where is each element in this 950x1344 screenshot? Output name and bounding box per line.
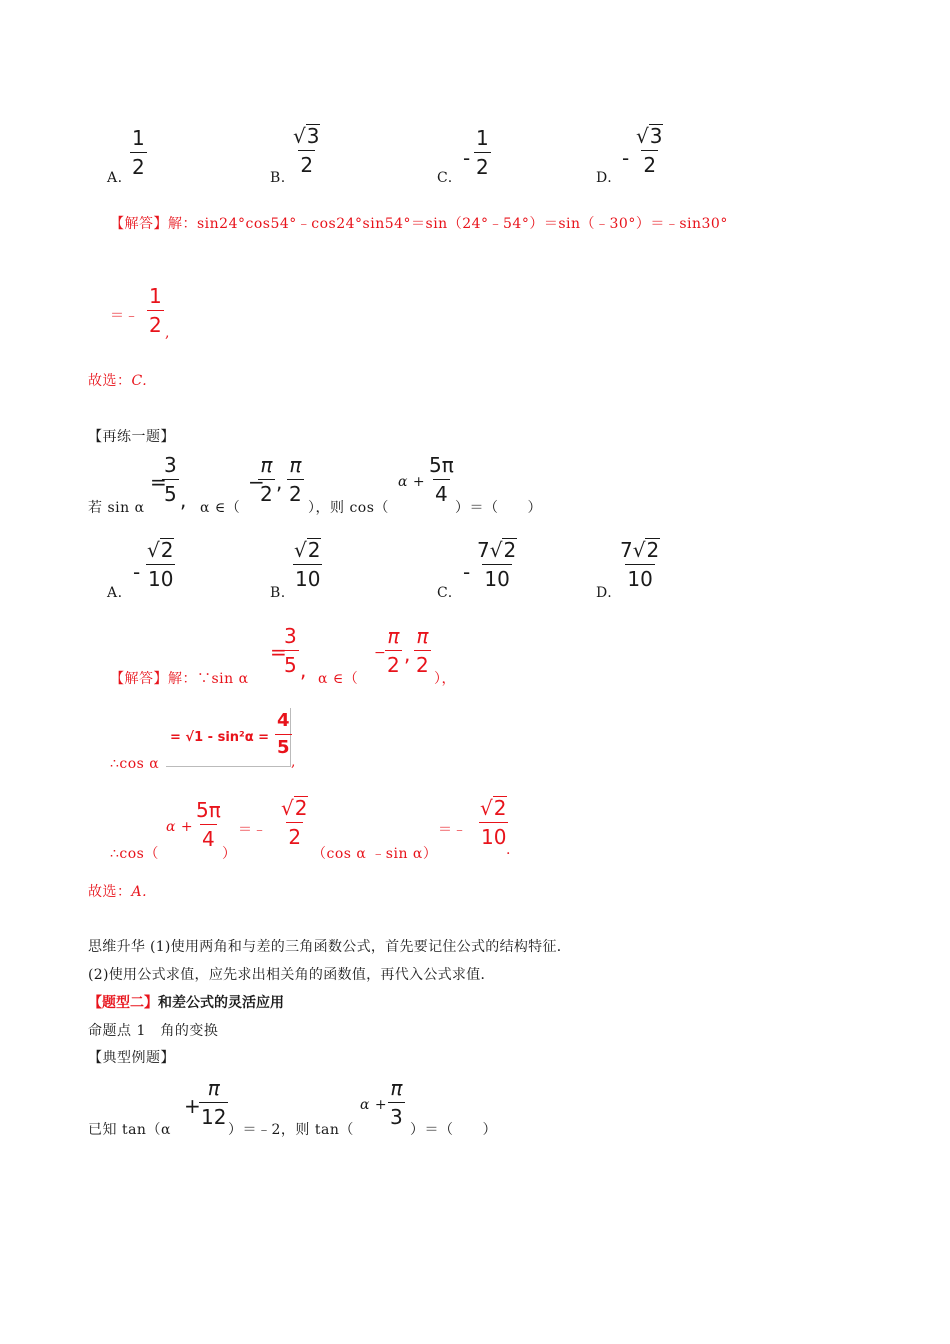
q2-answer-eq: = xyxy=(270,640,287,664)
q2-answer-alpha-in: α ∈（ xyxy=(318,671,359,687)
q1-option-d-fraction: √ 3 2 xyxy=(636,124,663,177)
q1-choose-value: C. xyxy=(131,373,148,389)
answer-label: 【解答】解： xyxy=(110,216,197,232)
q1-option-c-label: C. xyxy=(437,170,453,186)
q2-answer-prefix: 【解答】解：∵sin α xyxy=(110,671,249,687)
answer-expression: sin24°cos54°﹣cos24°sin54°＝sin（24°﹣54°）＝sin（﹣30°）＝﹣sin30° xyxy=(197,216,728,232)
q2-option-d-fraction: 7 √ 2 10 xyxy=(620,538,660,591)
q2-answer-comma: , xyxy=(300,658,307,682)
q2-sin-fraction: $\frac{3}{5}$ xyxy=(164,453,177,506)
type2-heading xyxy=(88,992,284,1012)
q2-answer-period: . xyxy=(506,842,511,858)
q2-answer-eq-minus2: ＝﹣ xyxy=(438,822,467,838)
q2-five-pi-over-4: $\frac{5\pi}{4}$ xyxy=(429,453,454,506)
type2-pi-over-12: $\frac{\pi}{12}$ xyxy=(201,1076,227,1129)
q2-choose-line: 故选：A. xyxy=(88,884,148,900)
type2-plus: + xyxy=(184,1094,201,1118)
type2-alpha-plus: α + xyxy=(360,1097,388,1113)
type2-stem-end: ）＝（ ） xyxy=(410,1122,497,1138)
type2-stem-mid: ）＝﹣2，则 tan（ xyxy=(228,1122,354,1138)
q2-stem-eq: = xyxy=(150,470,167,494)
q1-result-eq: ＝﹣ xyxy=(110,308,139,324)
q2-stem-prefix: 若 sin α xyxy=(88,500,145,516)
cos-alpha-value: $\frac{4}{5}$ xyxy=(277,710,290,758)
q2-answer-minus: − xyxy=(374,645,387,661)
q2-answer-sqrt2-over-2: √ 2 2 xyxy=(281,796,308,849)
q1-option-c-sign: - xyxy=(463,146,471,170)
q2-minus: − xyxy=(248,470,265,494)
q1-result-fraction: $\frac{1}{2}$ xyxy=(149,284,162,337)
q1-answer-line xyxy=(110,213,728,233)
q2-option-c-sign: - xyxy=(463,560,471,584)
cos-formula-expr: = √1 - sin²α = xyxy=(170,730,270,745)
q2-stem-comma: , xyxy=(180,488,187,512)
q2-answer-sin-fraction: $\frac{3}{5}$ xyxy=(284,624,297,677)
q2-option-a-sign: - xyxy=(133,560,141,584)
type2-point: 命题点 1 角的变换 xyxy=(88,1023,219,1039)
q1-option-b-label: B. xyxy=(270,170,286,186)
type2-title: 和差公式的灵活应用 xyxy=(158,995,284,1011)
q2-answer-close: ）， xyxy=(434,671,456,687)
summary-line-2: (2)使用公式求值，应先求出相关角的函数值，再代入公式求值． xyxy=(88,967,495,983)
q2-neg-pi-over-2: $\frac{\pi}{2}$ xyxy=(260,453,273,506)
q2-answer-neg-pi-over-2: $\frac{\pi}{2}$ xyxy=(387,624,400,677)
q1-option-d-label: D. xyxy=(596,170,613,186)
q2-choose-value: A. xyxy=(131,884,148,900)
q2-answer-interval-comma: , xyxy=(404,642,411,666)
q2-answer-alpha-plus: α + xyxy=(166,819,194,835)
q2-answer-final-fraction: √ 2 10 xyxy=(480,796,507,849)
q2-answer-pi-over-2: $\frac{\pi}{2}$ xyxy=(416,624,429,677)
q2-option-d-label: D. xyxy=(596,585,613,601)
q2-answer-five-pi-over-4: $\frac{5\pi}{4}$ xyxy=(196,798,221,851)
q2-option-c-label: C. xyxy=(437,585,453,601)
q2-option-b-fraction: √ 2 10 xyxy=(294,538,321,591)
q2-answer-close2: ） xyxy=(222,846,237,862)
q1-option-b-fraction: √ 3 2 xyxy=(293,124,320,177)
type2-stem-prefix: 已知 tan（α xyxy=(88,1122,171,1138)
type2-pi-over-3: $\frac{\pi}{3}$ xyxy=(390,1076,403,1129)
summary-line-1: 思维升华 (1)使用两角和与差的三角函数公式，首先要记住公式的结构特征． xyxy=(88,939,572,955)
q2-alpha-plus: α + xyxy=(398,474,426,490)
q2-pi-over-2: $\frac{\pi}{2}$ xyxy=(289,453,302,506)
q1-option-a-fraction: $\frac{1}{2}$ xyxy=(132,126,145,179)
q2-interval-comma: , xyxy=(276,470,283,494)
type2-example-heading: 【典型例题】 xyxy=(88,1050,175,1066)
q2-option-c-fraction: 7 √ 2 10 xyxy=(477,538,517,591)
q1-result-comma: , xyxy=(165,325,170,341)
q2-alpha-in: α ∈（ xyxy=(200,500,241,516)
q2-answer-paren-expr: （cos α ﹣sin α） xyxy=(312,846,438,862)
q1-option-a-label: A. xyxy=(107,170,123,186)
type2-label: 【题型二】 xyxy=(88,995,158,1011)
q2-option-a-label: A. xyxy=(107,585,123,601)
q2-stem-end: ）＝（ ） xyxy=(455,500,542,516)
q2-then-cos: ），则 cos（ xyxy=(308,500,389,516)
q1-choose-line: 故选：C. xyxy=(88,373,148,389)
q1-option-d-sign: - xyxy=(622,146,630,170)
q2-heading: 【再练一题】 xyxy=(88,429,175,445)
q1-option-c-fraction: $\frac{1}{2}$ xyxy=(476,126,489,179)
q2-option-a-fraction: √ 2 10 xyxy=(147,538,174,591)
q2-answer-eq-minus: ＝﹣ xyxy=(238,822,267,838)
q2-option-b-label: B. xyxy=(270,585,286,601)
q2-cos-comma: , xyxy=(291,754,296,770)
q2-therefore-cos2: ∴cos（ xyxy=(110,846,159,862)
q2-therefore-cos: ∴cos α xyxy=(110,756,160,772)
